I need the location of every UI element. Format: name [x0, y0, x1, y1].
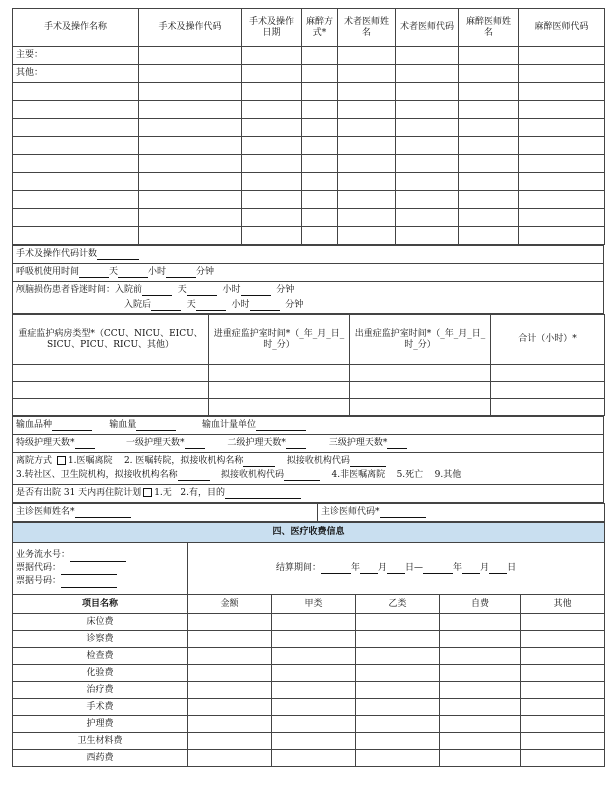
- unit-hour: 小时: [148, 267, 167, 277]
- fee-header-self-pay: 自费: [440, 595, 521, 614]
- fee-row: [13, 665, 605, 682]
- readmit-line: [13, 485, 604, 503]
- invoice-number-label: 票据号码：: [16, 576, 62, 586]
- table-cell[interactable]: [272, 750, 356, 767]
- table-cell[interactable]: [13, 191, 139, 209]
- coma-after-label: 入院后: [124, 299, 152, 310]
- header-anesthesia-method: 麻醉方式*: [302, 9, 338, 47]
- discharge-lines: [12, 416, 604, 503]
- table-cell[interactable]: [440, 699, 521, 716]
- table-cell[interactable]: [356, 648, 440, 665]
- table-cell[interactable]: [242, 173, 302, 191]
- table-cell[interactable]: [459, 191, 519, 209]
- doctor-name-label: 主诊医师姓名*: [16, 507, 75, 517]
- code-count-line: [13, 246, 604, 264]
- header-surgery-name: 手术及操作名称: [13, 9, 139, 47]
- blood-volume-label: 输血量: [109, 420, 137, 430]
- fee-item-label: 卫生材料费: [13, 733, 188, 750]
- table-cell[interactable]: [13, 137, 139, 155]
- header-surgeon-code: 术者医师代码: [396, 9, 459, 47]
- table-cell[interactable]: [459, 65, 519, 83]
- table-cell[interactable]: [209, 365, 350, 382]
- fee-item-label: 床位费: [13, 614, 188, 631]
- serial-field[interactable]: [70, 552, 126, 562]
- nursing-level1-field[interactable]: [185, 439, 205, 449]
- coma-before-minutes-field[interactable]: [241, 286, 271, 296]
- table-cell[interactable]: [396, 227, 459, 245]
- table-row: [13, 209, 605, 227]
- ventilator-minutes-field[interactable]: [166, 268, 196, 278]
- table-cell[interactable]: [338, 83, 396, 101]
- unit-hour: 小时: [231, 299, 250, 310]
- icu-enter-header: 进重症监护室时间*（_年_月_日_时_分）: [209, 315, 350, 365]
- table-cell[interactable]: [338, 191, 396, 209]
- discharge-line: [13, 453, 604, 485]
- icu-table: [12, 314, 605, 416]
- table-cell[interactable]: [521, 648, 605, 665]
- table-cell[interactable]: [139, 137, 242, 155]
- table-cell[interactable]: [338, 101, 396, 119]
- table-cell[interactable]: [302, 137, 338, 155]
- table-cell[interactable]: [459, 209, 519, 227]
- settlement-period: [188, 543, 605, 595]
- table-cell[interactable]: [242, 137, 302, 155]
- table-cell[interactable]: [396, 209, 459, 227]
- readmit-checkbox[interactable]: [143, 488, 152, 497]
- unit-minute: 分钟: [276, 284, 295, 295]
- table-cell[interactable]: [338, 65, 396, 83]
- coma-after-days-field[interactable]: [151, 301, 181, 311]
- nursing-level3-field[interactable]: [387, 439, 407, 449]
- ventilator-hours-field[interactable]: [118, 268, 148, 278]
- community-code-field[interactable]: [284, 471, 320, 481]
- table-row: [13, 399, 605, 416]
- table-cell[interactable]: [13, 101, 139, 119]
- header-anesthetist-name: 麻醉医师姓名: [459, 9, 519, 47]
- table-cell[interactable]: [188, 716, 272, 733]
- discharge-option-2-code: 拟接收机构代码: [286, 456, 350, 466]
- ventilator-line: [13, 264, 604, 282]
- blood-volume-field[interactable]: [136, 421, 176, 431]
- table-cell[interactable]: [521, 716, 605, 733]
- header-anesthetist-code: 麻醉医师代码: [519, 9, 605, 47]
- table-cell[interactable]: [350, 382, 491, 399]
- period-start-month[interactable]: [360, 564, 378, 574]
- period-unit: 日: [507, 563, 517, 573]
- blood-unit-label: 输血计量单位: [201, 420, 256, 430]
- coma-before-hours-field[interactable]: [187, 286, 217, 296]
- table-cell[interactable]: [209, 399, 350, 416]
- table-cell[interactable]: [521, 682, 605, 699]
- table-cell[interactable]: [302, 191, 338, 209]
- table-cell[interactable]: [272, 614, 356, 631]
- ventilator-label: 呼吸机使用时间: [16, 267, 80, 277]
- table-cell[interactable]: [396, 137, 459, 155]
- table-cell[interactable]: [272, 733, 356, 750]
- table-cell[interactable]: [356, 733, 440, 750]
- invoice-code-label: 票据代码：: [16, 563, 62, 573]
- row-label-other: 其他：: [13, 65, 139, 83]
- table-cell[interactable]: [396, 83, 459, 101]
- table-cell[interactable]: [272, 682, 356, 699]
- discharge-option-5: 5.死亡: [396, 470, 424, 480]
- table-cell[interactable]: [302, 47, 338, 65]
- table-cell[interactable]: [302, 209, 338, 227]
- coma-after-minutes-field[interactable]: [250, 301, 280, 311]
- table-cell[interactable]: [519, 101, 605, 119]
- coma-after-hours-field[interactable]: [196, 301, 226, 311]
- unit-day: 天: [177, 284, 187, 295]
- discharge-checkbox[interactable]: [57, 456, 66, 465]
- fee-item-label: 化验费: [13, 665, 188, 682]
- table-cell[interactable]: [519, 83, 605, 101]
- table-cell[interactable]: [396, 119, 459, 137]
- table-cell[interactable]: [350, 365, 491, 382]
- fee-invoice-info: [13, 543, 188, 595]
- table-cell[interactable]: [242, 209, 302, 227]
- table-cell[interactable]: [188, 614, 272, 631]
- form-page: [12, 8, 604, 767]
- table-cell[interactable]: [139, 209, 242, 227]
- table-cell[interactable]: [338, 137, 396, 155]
- table-row: [13, 191, 605, 209]
- header-surgeon-name: 术者医师姓名: [338, 9, 396, 47]
- table-cell[interactable]: [519, 119, 605, 137]
- fee-item-label: 护理费: [13, 716, 188, 733]
- readmit-option-1: 1.无: [154, 488, 172, 498]
- period-unit: 月: [480, 563, 490, 573]
- table-cell[interactable]: [440, 665, 521, 682]
- blood-unit-field[interactable]: [256, 421, 306, 431]
- coma-label: 颅脑损伤患者昏迷时间：: [16, 284, 116, 295]
- table-cell[interactable]: [242, 119, 302, 137]
- table-cell[interactable]: [519, 65, 605, 83]
- table-cell[interactable]: [338, 209, 396, 227]
- table-cell[interactable]: [139, 155, 242, 173]
- table-cell[interactable]: [521, 614, 605, 631]
- table-cell[interactable]: [521, 699, 605, 716]
- table-cell[interactable]: [188, 648, 272, 665]
- table-cell[interactable]: [350, 399, 491, 416]
- fee-row: [13, 733, 605, 750]
- table-cell[interactable]: [396, 191, 459, 209]
- period-end-day[interactable]: [489, 564, 507, 574]
- fee-item-label: 诊察费: [13, 631, 188, 648]
- doctor-name-cell: [13, 504, 318, 522]
- period-end-year[interactable]: [423, 564, 453, 574]
- fee-row: [13, 631, 605, 648]
- table-cell[interactable]: [272, 631, 356, 648]
- fee-row: [13, 750, 605, 767]
- table-cell[interactable]: [396, 155, 459, 173]
- table-cell[interactable]: [440, 733, 521, 750]
- table-cell[interactable]: [139, 227, 242, 245]
- table-cell[interactable]: [302, 155, 338, 173]
- table-cell[interactable]: [521, 631, 605, 648]
- discharge-option-4: 4.非医嘱离院: [331, 470, 386, 480]
- table-cell[interactable]: [459, 101, 519, 119]
- discharge-option-3: 3.转社区、卫生院机构，拟接收机构名称: [16, 470, 178, 480]
- invoice-number-field[interactable]: [61, 578, 117, 588]
- table-cell[interactable]: [139, 119, 242, 137]
- doctor-name-field[interactable]: [75, 508, 131, 518]
- table-cell[interactable]: [519, 155, 605, 173]
- unit-minute: 分钟: [285, 299, 304, 310]
- icu-total-header: 合计（小时）*: [491, 315, 605, 365]
- transfer-code-field[interactable]: [350, 457, 386, 467]
- table-cell[interactable]: [13, 173, 139, 191]
- table-cell[interactable]: [13, 155, 139, 173]
- table-cell[interactable]: [356, 614, 440, 631]
- fee-row: [13, 716, 605, 733]
- community-name-field[interactable]: [178, 471, 210, 481]
- fee-item-label: 手术费: [13, 699, 188, 716]
- table-cell[interactable]: [356, 699, 440, 716]
- period-unit: 月: [378, 563, 388, 573]
- table-cell[interactable]: [139, 101, 242, 119]
- table-row: [13, 101, 605, 119]
- blood-type-label: 输血品种: [16, 420, 53, 430]
- table-cell[interactable]: [519, 191, 605, 209]
- table-cell[interactable]: [242, 47, 302, 65]
- table-cell[interactable]: [338, 173, 396, 191]
- table-row: [13, 155, 605, 173]
- table-cell[interactable]: [491, 365, 605, 382]
- table-row: [13, 83, 605, 101]
- period-label: 结算期间：: [275, 563, 321, 573]
- table-cell[interactable]: [440, 750, 521, 767]
- header-surgery-code: 手术及操作代码: [139, 9, 242, 47]
- unit-hour: 小时: [222, 284, 241, 295]
- table-cell[interactable]: [139, 173, 242, 191]
- info-lines: [12, 245, 604, 314]
- coma-before-label: 入院前: [115, 284, 143, 295]
- blood-line: [13, 417, 604, 435]
- table-cell[interactable]: [491, 382, 605, 399]
- period-end-month[interactable]: [462, 564, 480, 574]
- row-label-main: 主要：: [13, 47, 139, 65]
- unit-minute: 分钟: [196, 267, 215, 277]
- table-cell[interactable]: [242, 155, 302, 173]
- table-cell[interactable]: [519, 209, 605, 227]
- table-cell[interactable]: [396, 47, 459, 65]
- table-cell[interactable]: [521, 665, 605, 682]
- table-cell[interactable]: [356, 716, 440, 733]
- period-start-day[interactable]: [387, 564, 405, 574]
- table-cell[interactable]: [302, 83, 338, 101]
- nursing-special-label: 特级护理天数*: [16, 438, 75, 448]
- doctor-code-field[interactable]: [380, 508, 426, 518]
- table-cell[interactable]: [440, 614, 521, 631]
- surgery-table: [12, 8, 605, 245]
- table-cell[interactable]: [272, 699, 356, 716]
- table-row: [13, 47, 605, 65]
- discharge-option-2: 2. 医嘱转院，拟接收机构名称: [123, 456, 244, 466]
- table-cell[interactable]: [13, 399, 209, 416]
- table-cell[interactable]: [13, 227, 139, 245]
- table-cell[interactable]: [459, 173, 519, 191]
- table-cell[interactable]: [188, 750, 272, 767]
- fee-table: [12, 522, 605, 767]
- table-cell[interactable]: [519, 173, 605, 191]
- table-cell[interactable]: [440, 716, 521, 733]
- table-cell[interactable]: [242, 65, 302, 83]
- unit-day: 天: [186, 299, 196, 310]
- table-cell[interactable]: [13, 83, 139, 101]
- discharge-label: 离院方式: [16, 456, 53, 466]
- table-cell[interactable]: [242, 101, 302, 119]
- nursing-level2-field[interactable]: [286, 439, 306, 449]
- readmit-label: 是否有出院 31 天内再住院计划: [16, 488, 142, 498]
- table-cell[interactable]: [13, 382, 209, 399]
- table-cell[interactable]: [209, 382, 350, 399]
- fee-header-class-b: 乙类: [356, 595, 440, 614]
- fee-section-title: 四、医疗收费信息: [13, 523, 605, 543]
- fee-item-label: 西药费: [13, 750, 188, 767]
- table-cell[interactable]: [188, 733, 272, 750]
- fee-row: [13, 614, 605, 631]
- table-cell[interactable]: [519, 137, 605, 155]
- table-row: [13, 173, 605, 191]
- period-start-year[interactable]: [321, 564, 351, 574]
- invoice-code-field[interactable]: [61, 565, 117, 575]
- readmit-purpose-field[interactable]: [225, 489, 301, 499]
- table-row: [13, 65, 605, 83]
- table-cell[interactable]: [272, 648, 356, 665]
- table-cell[interactable]: [459, 83, 519, 101]
- period-unit: 年: [351, 563, 361, 573]
- table-cell[interactable]: [519, 47, 605, 65]
- table-cell[interactable]: [139, 65, 242, 83]
- table-cell[interactable]: [491, 399, 605, 416]
- table-cell[interactable]: [521, 750, 605, 767]
- period-unit: 年: [453, 563, 463, 573]
- table-cell[interactable]: [302, 173, 338, 191]
- serial-label: 业务流水号：: [16, 550, 71, 560]
- blood-type-field[interactable]: [52, 421, 92, 431]
- table-cell[interactable]: [188, 699, 272, 716]
- table-cell[interactable]: [188, 665, 272, 682]
- table-cell[interactable]: [242, 227, 302, 245]
- table-cell[interactable]: [188, 631, 272, 648]
- table-cell[interactable]: [302, 227, 338, 245]
- table-cell[interactable]: [338, 155, 396, 173]
- table-row: [13, 227, 605, 245]
- table-cell[interactable]: [272, 716, 356, 733]
- table-cell[interactable]: [13, 209, 139, 227]
- nursing-special-field[interactable]: [75, 439, 95, 449]
- table-cell[interactable]: [139, 191, 242, 209]
- fee-header-other: 其他: [521, 595, 605, 614]
- table-cell[interactable]: [13, 365, 209, 382]
- ventilator-days-field[interactable]: [79, 268, 109, 278]
- table-cell[interactable]: [356, 682, 440, 699]
- transfer-name-field[interactable]: [243, 457, 275, 467]
- table-cell[interactable]: [302, 101, 338, 119]
- table-cell[interactable]: [302, 119, 338, 137]
- icu-type-header: 重症监护病房类型*（CCU、NICU、EICU、SICU、PICU、RICU、其他）: [13, 315, 209, 365]
- table-cell[interactable]: [459, 47, 519, 65]
- nursing-level1-label: 一级护理天数*: [126, 438, 185, 448]
- table-cell[interactable]: [139, 83, 242, 101]
- fee-item-label: 治疗费: [13, 682, 188, 699]
- readmit-option-2: 2.有，目的: [180, 488, 225, 498]
- table-cell[interactable]: [396, 173, 459, 191]
- table-cell[interactable]: [13, 119, 139, 137]
- fee-header-class-a: 甲类: [272, 595, 356, 614]
- table-cell[interactable]: [338, 47, 396, 65]
- table-cell[interactable]: [459, 119, 519, 137]
- table-row: [13, 119, 605, 137]
- table-cell[interactable]: [188, 682, 272, 699]
- table-cell[interactable]: [356, 750, 440, 767]
- table-row: [13, 137, 605, 155]
- table-cell[interactable]: [242, 83, 302, 101]
- nursing-level3-label: 三级护理天数*: [328, 438, 388, 448]
- icu-exit-header: 出重症监护室时间*（_年_月_日_时_分）: [350, 315, 491, 365]
- table-cell[interactable]: [459, 137, 519, 155]
- fee-row: [13, 699, 605, 716]
- fee-row: [13, 682, 605, 699]
- table-cell[interactable]: [356, 665, 440, 682]
- discharge-option-1: 1.医嘱离院: [67, 456, 113, 466]
- doctor-code-label: 主诊医师代码*: [321, 507, 380, 517]
- table-cell[interactable]: [521, 733, 605, 750]
- table-cell[interactable]: [459, 155, 519, 173]
- code-count-field[interactable]: [97, 250, 139, 260]
- table-cell[interactable]: [242, 191, 302, 209]
- table-cell[interactable]: [440, 648, 521, 665]
- table-cell[interactable]: [338, 227, 396, 245]
- table-cell[interactable]: [139, 47, 242, 65]
- fee-row: [13, 648, 605, 665]
- nursing-level2-label: 二级护理天数*: [227, 438, 286, 448]
- fee-header-amount: 金额: [188, 595, 272, 614]
- discharge-option-3-code: 拟接收机构代码: [221, 470, 285, 480]
- table-cell[interactable]: [396, 101, 459, 119]
- nursing-line: [13, 435, 604, 453]
- table-cell[interactable]: [338, 119, 396, 137]
- fee-item-label: 检查费: [13, 648, 188, 665]
- table-cell[interactable]: [440, 631, 521, 648]
- table-cell[interactable]: [356, 631, 440, 648]
- code-count-label: 手术及操作代码计数: [16, 249, 98, 259]
- doctor-line: [12, 503, 605, 522]
- table-cell[interactable]: [440, 682, 521, 699]
- fee-header-item: 项目名称: [13, 595, 188, 614]
- table-row: [13, 365, 605, 382]
- table-cell[interactable]: [396, 65, 459, 83]
- header-surgery-date: 手术及操作日期: [242, 9, 302, 47]
- discharge-option-9: 9.其他: [434, 470, 462, 480]
- table-cell[interactable]: [459, 227, 519, 245]
- table-cell[interactable]: [272, 665, 356, 682]
- doctor-code-cell: [318, 504, 605, 522]
- period-unit: 日—: [405, 563, 424, 573]
- table-cell[interactable]: [302, 65, 338, 83]
- table-row: [13, 382, 605, 399]
- coma-line: [13, 282, 604, 314]
- coma-before-days-field[interactable]: [142, 286, 172, 296]
- unit-day: 天: [109, 267, 119, 277]
- table-cell[interactable]: [519, 227, 605, 245]
